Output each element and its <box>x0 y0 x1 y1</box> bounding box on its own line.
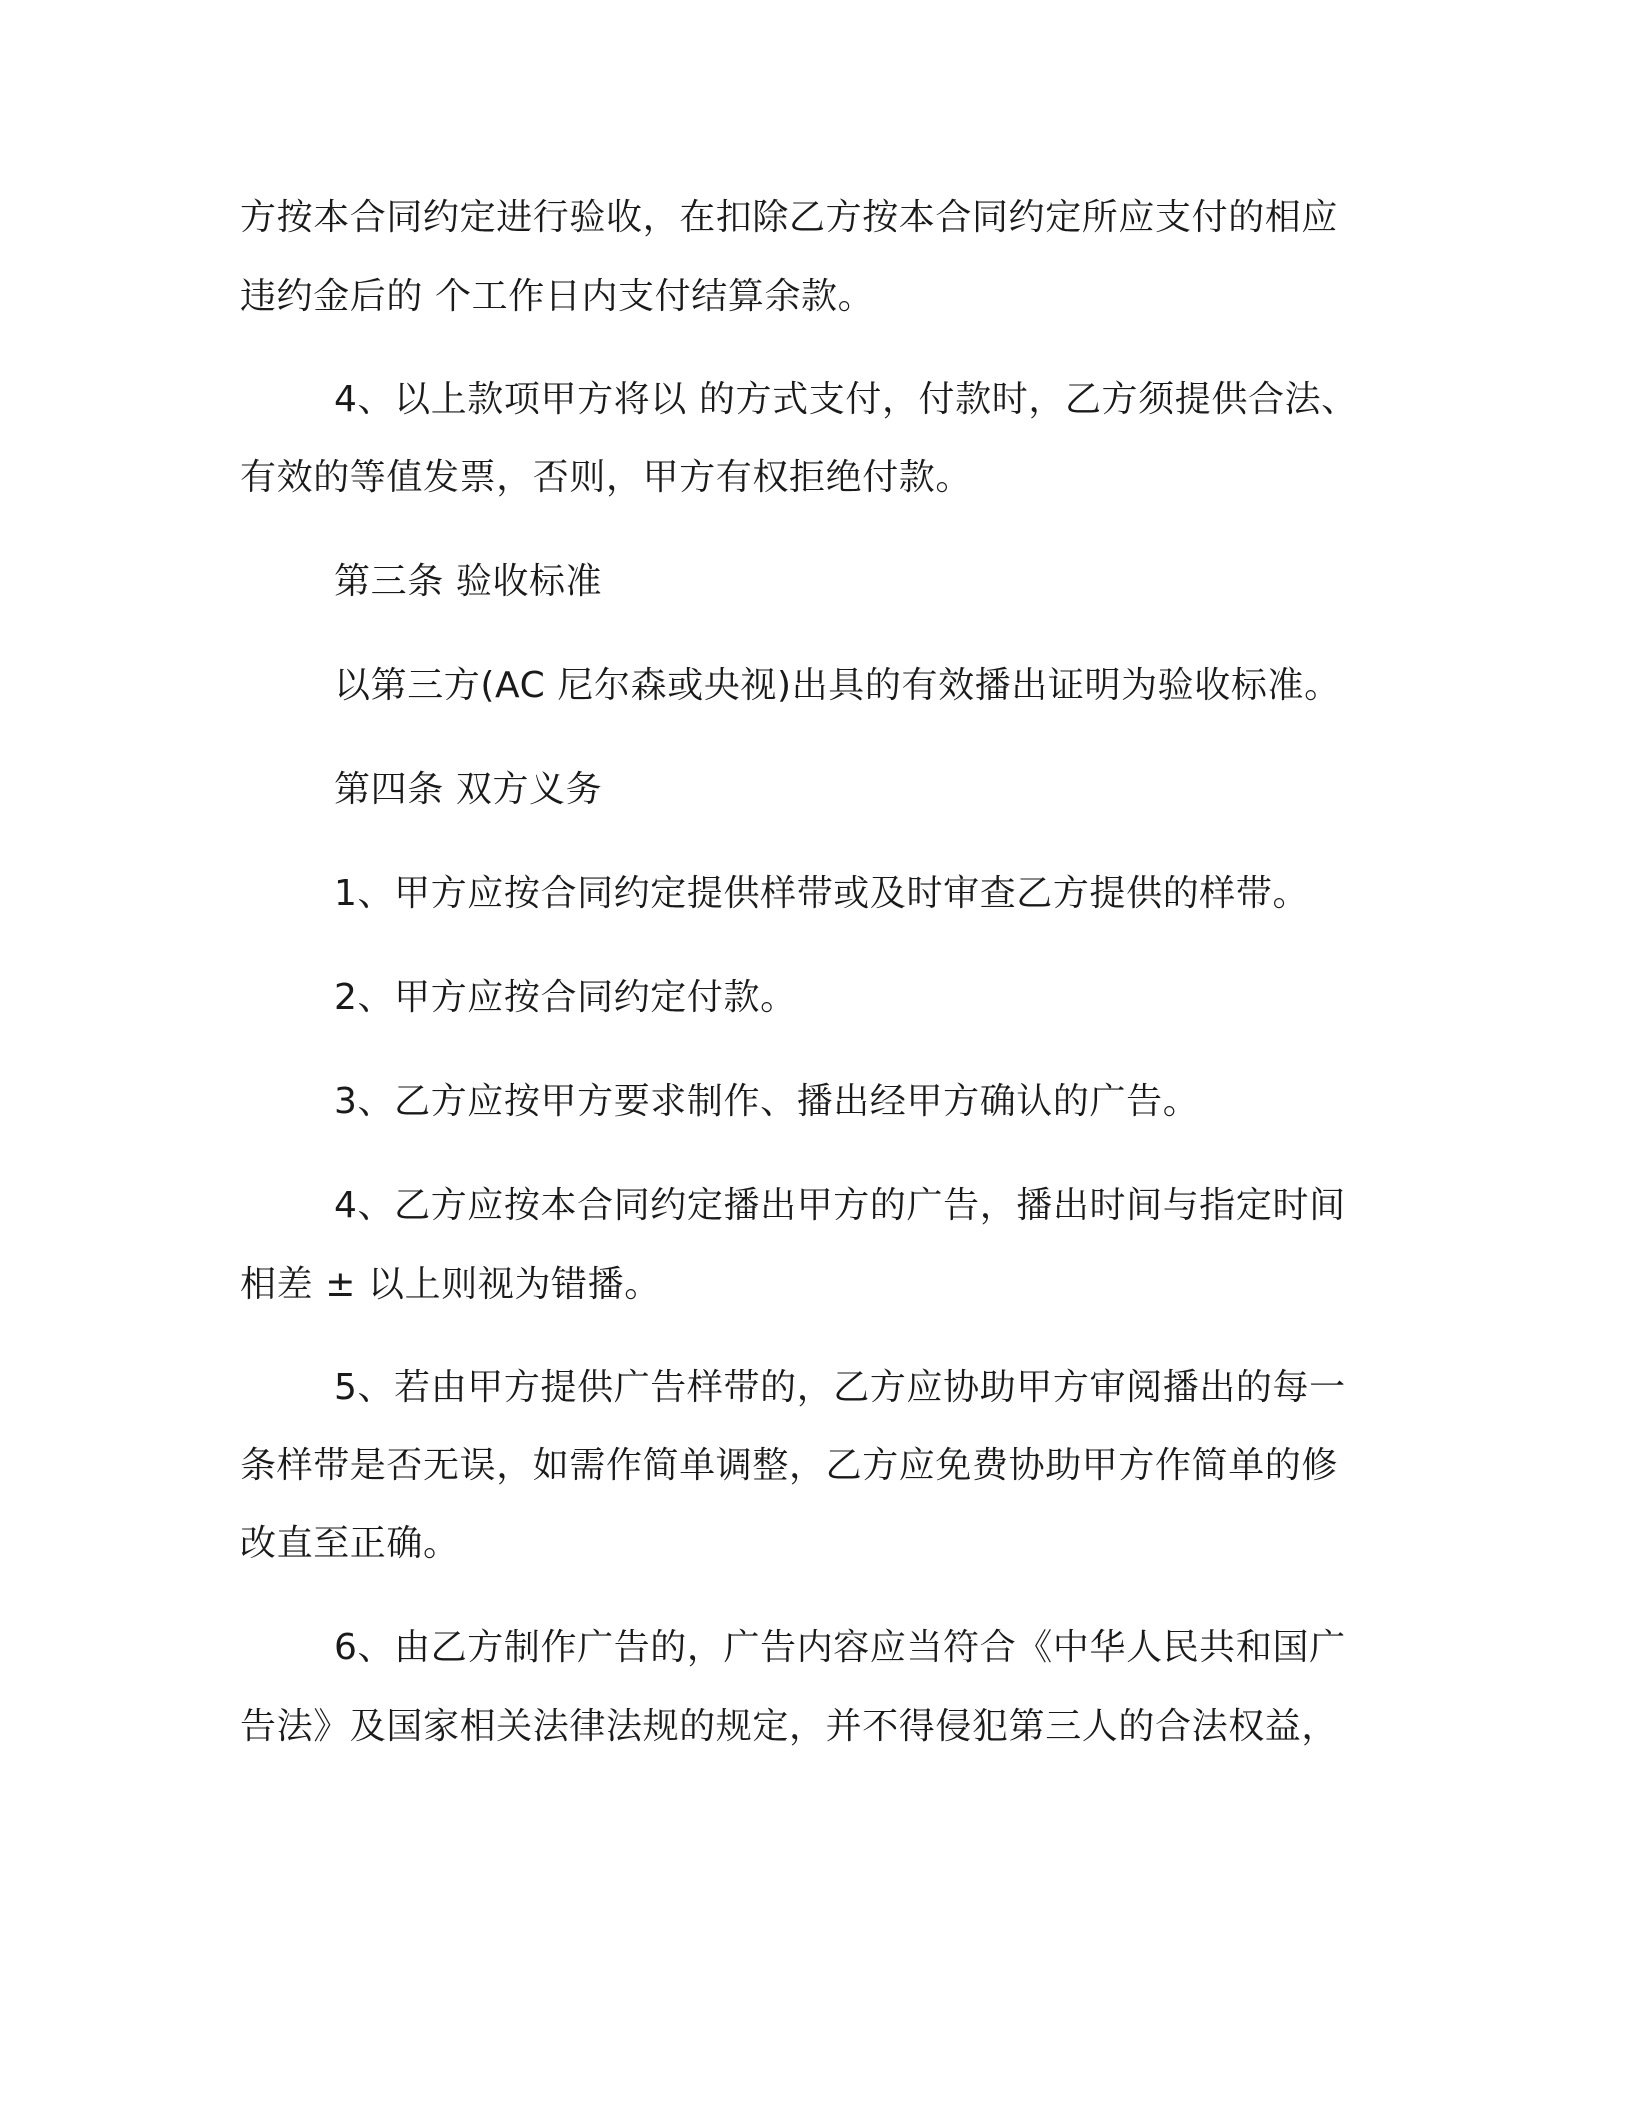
text-line-obligation-5-cont: 条样带是否无误，如需作简单调整，乙方应免费协助甲方作简单的修 <box>240 1445 1339 1486</box>
section-heading-acceptance-standard: 第三条 验收标准 <box>334 561 603 602</box>
text-line-payment-acceptance: 方按本合同约定进行验收，在扣除乙方按本合同约定所应支付的相应 <box>240 197 1339 238</box>
text-line-payment-method: 4、以上款项甲方将以 的方式支付，付款时，乙方须提供合法、 <box>334 379 1358 420</box>
text-line-obligation-5: 5、若由甲方提供广告样带的，乙方应协助甲方审阅播出的每一 <box>334 1367 1346 1408</box>
text-line-invoice: 有效的等值发票，否则，甲方有权拒绝付款。 <box>240 457 973 498</box>
text-line-acceptance-proof: 以第三方(AC 尼尔森或央视)出具的有效播出证明为验收标准。 <box>334 665 1341 706</box>
text-line-obligation-5-end: 改直至正确。 <box>240 1523 460 1564</box>
text-line-obligation-6-cont: 告法》及国家相关法律法规的规定，并不得侵犯第三人的合法权益， <box>240 1706 1339 1747</box>
text-line-obligation-4: 4、乙方应按本合同约定播出甲方的广告，播出时间与指定时间 <box>334 1185 1346 1226</box>
text-line-obligation-3: 3、乙方应按甲方要求制作、播出经甲方确认的广告。 <box>334 1081 1200 1122</box>
text-line-settlement-balance: 违约金后的 个工作日内支付结算余款。 <box>240 276 875 317</box>
text-line-obligation-4-cont: 相差 ± 以上则视为错播。 <box>240 1264 661 1305</box>
section-heading-obligations: 第四条 双方义务 <box>334 769 603 810</box>
text-line-obligation-6: 6、由乙方制作广告的，广告内容应当符合《中华人民共和国广 <box>334 1627 1346 1668</box>
text-line-obligation-2: 2、甲方应按合同约定付款。 <box>334 977 797 1018</box>
text-line-obligation-1: 1、甲方应按合同约定提供样带或及时审查乙方提供的样带。 <box>334 873 1310 914</box>
